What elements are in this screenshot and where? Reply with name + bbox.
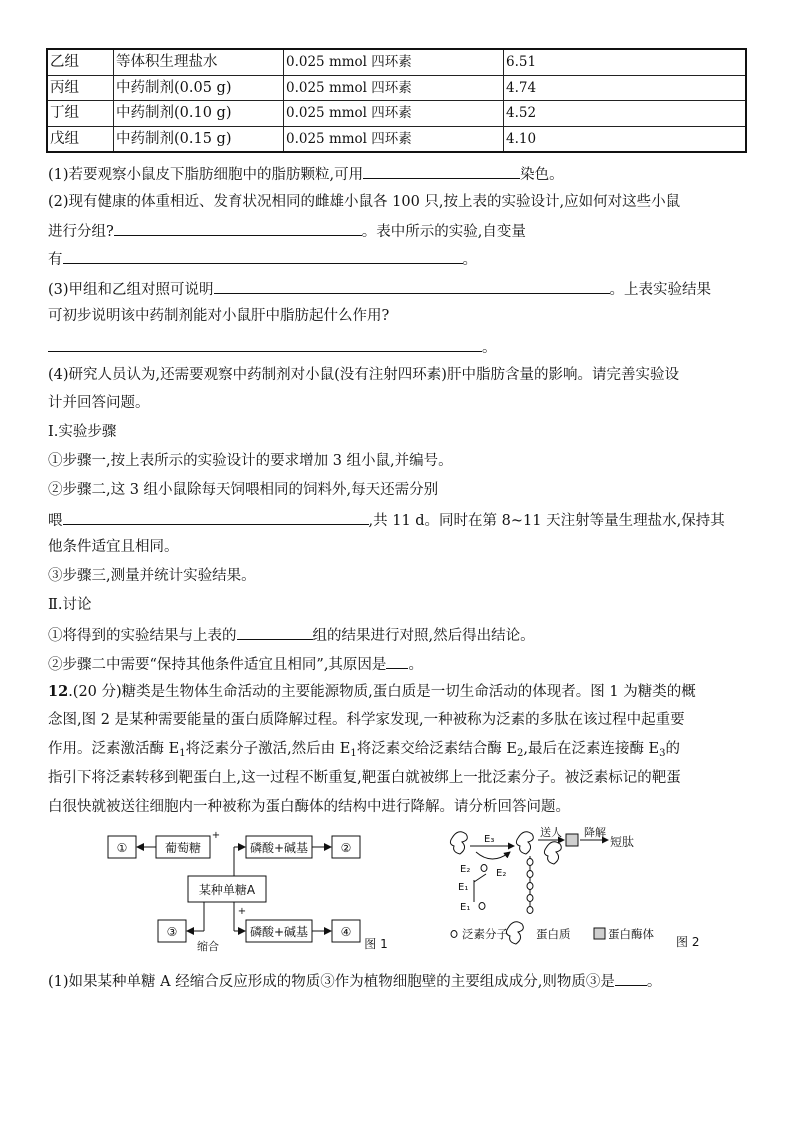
label-box-2: ② [340, 841, 352, 855]
table-row [47, 75, 746, 101]
label-box-3: ③ [166, 925, 178, 939]
label-phosphate-base-1: 磷酸+碱基 [249, 841, 309, 855]
label-e2: E₂ [460, 864, 471, 875]
answer-blank[interactable] [615, 970, 647, 986]
question-4-line-1: (4)研究人员认为,还需要观察中药制剂对小鼠(没有注射四环素)肝中脂肪含量的影响。请完善实验设 [48, 367, 679, 383]
table-cell: 戊组 [47, 126, 114, 152]
legend-ubiquitin: 泛素分子 [462, 927, 508, 941]
question-1: (1)若要观察小鼠皮下脂肪细胞中的脂肪颗粒,可用 染色。 [48, 163, 564, 185]
step-3: ③步骤三,测量并统计实验结果。 [48, 568, 256, 584]
ubiquitin-icon [527, 859, 533, 866]
plus-sign: + [237, 906, 247, 917]
question-12-line-2: 念图,图 2 是某种需要能量的蛋白质降解过程。科学家发现,一种被称为泛素的多肽在该过程中起重要 [48, 712, 685, 728]
table-cell: 4.52 [504, 101, 747, 127]
discussion-1: ①将得到的实验结果与上表的 组的结果进行对照,然后得出结论。 [48, 624, 535, 646]
label-e1: E₁ [460, 902, 471, 913]
ubiquitin-icon [479, 903, 485, 910]
answer-blank[interactable] [63, 248, 463, 264]
ubiquitin-icon [481, 865, 487, 872]
question-2-line-3: 有 。 [48, 248, 477, 270]
table-cell: 0.025 mmol 四环素 [284, 49, 504, 75]
answer-blank[interactable] [114, 220, 362, 236]
step-1: ①步骤一,按上表所示的实验设计的要求增加 3 组小鼠,并编号。 [48, 453, 453, 469]
label-e3: E₃ [484, 834, 495, 845]
table-cell: 丙组 [47, 75, 114, 101]
question-12-line-1: 12.(20 分)糖类是生物体生命活动的主要能源物质,蛋白质是一切生命活动的体现者。图 1 为糖类的概 [48, 683, 696, 700]
answer-blank[interactable] [63, 509, 369, 525]
figure-2-ubiquitin-diagram [446, 826, 704, 953]
label-box-1: ① [116, 841, 128, 855]
answer-blank[interactable] [363, 163, 520, 179]
ubiquitin-icon [527, 871, 533, 878]
table-row [47, 126, 746, 152]
legend-target-protein-icon [506, 922, 523, 944]
table-cell: 0.025 mmol 四环素 [284, 101, 504, 127]
label-box-4: ④ [340, 925, 352, 939]
answer-blank[interactable] [214, 278, 610, 294]
table-cell: 0.025 mmol 四环素 [284, 126, 504, 152]
question-12-line-4: 指引下将泛素转移到靶蛋白上,这一过程不断重复,靶蛋白就被绑上一批泛素分子。被泛素标记的靶蛋 [48, 770, 681, 786]
answer-blank[interactable] [386, 653, 408, 669]
label-condensation: 缩合 [197, 940, 219, 953]
question-12-line-3: 作用。泛素激活酶 $E_1$将泛素分子激活,然后由 $E_1$将泛素交给泛素结合酶 $E_2$,最后在泛素连接酶 $E_3$的 [48, 741, 681, 759]
discussion-2: ②步骤二中需要“保持其他条件适宜且相同”,其原因是 。 [48, 653, 423, 675]
figure-1-concept-map [104, 828, 394, 953]
target-protein-icon [450, 832, 467, 854]
label-phosphate-base-2: 磷酸+碱基 [249, 925, 309, 939]
step-2-line-2: 喂 ,共 11 d。同时在第 8~11 天注射等量生理盐水,保持其 [48, 509, 725, 531]
answer-blank[interactable] [48, 336, 482, 352]
question-3-line-1: (3)甲组和乙组对照可说明 。上表实验结果 [48, 278, 711, 300]
label-enter: 送人 [540, 826, 562, 839]
target-protein-icon [516, 832, 533, 854]
plus-sign: + [211, 830, 221, 841]
table-cell: 4.74 [504, 75, 747, 101]
label-glucose: 葡萄糖 [164, 841, 202, 855]
label-degrade: 降解 [584, 826, 606, 839]
results-table [46, 48, 747, 153]
ubiquitin-icon [527, 907, 533, 914]
label-monosaccharide-a: 某种单糖A [198, 883, 256, 897]
label-e1: E₁ [458, 882, 469, 893]
table-cell: 中药制剂(0.05 g) [114, 75, 284, 101]
question-2-line-1: (2)现有健康的体重相近、发育状况相同的雌雄小鼠各 100 只,按上表的实验设计,应如何对这些小鼠 [48, 194, 681, 210]
figure-1-caption: 图 1 [364, 937, 388, 951]
figure-2-caption: 图 2 [676, 935, 700, 949]
proteasome-icon [566, 834, 578, 846]
ubiquitin-icon [527, 895, 533, 902]
table-cell: 中药制剂(0.10 g) [114, 101, 284, 127]
label-e2: E₂ [496, 868, 507, 879]
table-cell: 中药制剂(0.15 g) [114, 126, 284, 152]
table-cell: 6.51 [504, 49, 747, 75]
step-2-line-1: ②步骤二,这 3 组小鼠除每天饲喂相同的饲料外,每天还需分别 [48, 482, 439, 498]
target-protein-icon [544, 842, 561, 864]
question-4-line-2: 计并回答问题。 [48, 395, 150, 411]
table-cell: 乙组 [47, 49, 114, 75]
table-cell: 0.025 mmol 四环素 [284, 75, 504, 101]
table-cell: 4.10 [504, 126, 747, 152]
label-short-peptide: 短肽 [610, 835, 635, 849]
legend-ubiquitin-icon [451, 931, 457, 938]
table-cell: 等体积生理盐水 [114, 49, 284, 75]
discussion-heading: Ⅱ.讨论 [48, 597, 92, 613]
question-3-line-2: 可初步说明该中药制剂能对小鼠肝中脂肪起什么作用? [48, 308, 390, 324]
question-12-line-5: 白很快就被送往细胞内一种被称为蛋白酶体的结构中进行降解。请分析回答问题。 [48, 799, 570, 815]
ubiquitin-icon [527, 883, 533, 890]
step-2-line-3: 他条件适宜且相同。 [48, 539, 179, 555]
steps-heading: Ⅰ.实验步骤 [48, 424, 117, 440]
table-cell: 丁组 [47, 101, 114, 127]
question-3-line-3: 。 [48, 336, 497, 358]
legend-proteasome: 蛋白酶体 [608, 927, 654, 941]
question-number: 12 [48, 683, 69, 700]
legend-proteasome-icon [594, 928, 605, 939]
answer-blank[interactable] [237, 624, 313, 640]
question-12-part-1: (1)如果某种单糖 A 经缩合反应形成的物质③作为植物细胞壁的主要组成成分,则物质③是 。 [48, 970, 661, 992]
table-row [47, 49, 746, 75]
table-row [47, 101, 746, 127]
legend-target-protein: 蛋白质 [536, 927, 571, 941]
question-2-line-2: 进行分组? 。表中所示的实验,自变量 [48, 220, 526, 242]
